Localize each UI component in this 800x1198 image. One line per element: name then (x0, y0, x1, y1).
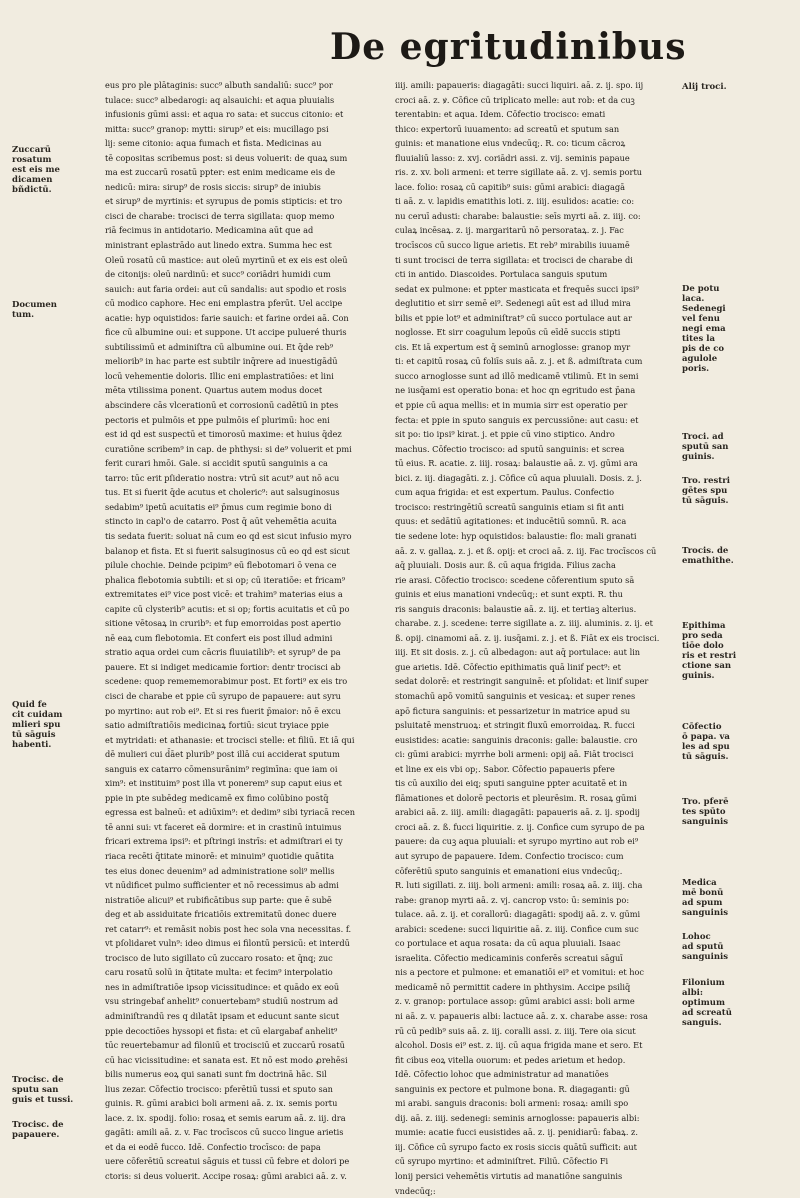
margin-note-line: tites la (682, 334, 715, 344)
margin-note-medicamen (682, 878, 792, 918)
text-line: lace. folio: rosaꝝ cū capitib⁹ suis: gūmi arabici: diagagā (395, 181, 625, 192)
margin-note-filonium (682, 978, 792, 1028)
text-line: charabe. z. j. scedene: terre sigillate a. z. iiij. aluminis. z. ij. et (395, 618, 653, 629)
text-line: riā fecimus in antidotario. Medicamina aūt que ad (105, 225, 314, 236)
margin-note-line: poris. (682, 364, 710, 374)
margin-note-confectio_pap (682, 722, 792, 762)
text-line: vndecūq;: (395, 1185, 436, 1196)
text-line: ß. opij. cinamomi aā. z. ij. iusq̄ami. z. j. et ß. Fiāt ex eis trocisci. (395, 632, 660, 643)
margin-note-line: guis et tussi. (12, 1095, 74, 1105)
right-column (395, 78, 672, 1196)
page-title: De egritudinibus (330, 26, 687, 68)
text-line: sedat dolorē: et restringit sanguinē: et pſolidat: et linif super (395, 676, 649, 687)
margin-note-line: Zuccarū (12, 145, 51, 155)
text-line: sanguinis ex pectore et pulmone bona. R. diagaganti: gū (395, 1083, 630, 1094)
text-line: sedabim⁹ ipetū acuitatis ei⁹ p̄mus cum regimie bono di (105, 501, 332, 512)
text-line: guinis. R. gūmi arabici boli armeni aā. z. ix. semis portu (105, 1098, 338, 1109)
text-line: ne iusq̄ami est operatio bona: et hoc qn egritudo est p̄ana (395, 385, 636, 396)
text-line: quus: et sedātiū agitationes: et inducētiū somnū. R. aca (395, 516, 627, 527)
text-line: ris sanguis draconis: balaustie aā. z. iij. et tertiaꝫ alterius. (395, 603, 637, 614)
text-line: fricari extrema ipsi⁹: et pſtringi instrīs: et admiſtrari ei ty (105, 836, 343, 847)
text-line: po myrtino: aut rob ei⁹. Et si res fuerit p̄maior: nō ē excu (105, 705, 341, 716)
text-line: tarro: tūc erit pſideratio nostra: vtrū sit acut⁹ aut nō acu (105, 472, 340, 483)
margin-note-line: sputū san (682, 442, 729, 452)
margin-note-line: albi: (682, 988, 704, 998)
margin-note-line: Tro. restri (682, 476, 730, 486)
text-line: gue arietis. Idē. Cōfectio epithimatis quā linif pect⁹: et (395, 661, 621, 672)
text-line: guinis et eius manationi vndecūq;: et sunt expti. R. thu (395, 589, 623, 600)
margin-note-tro_pferi (682, 797, 792, 827)
text-line: et line ex eis vbi op;. Sabor. Cōfectio papaueris pfere (395, 763, 615, 774)
margin-note-line: guinis. (682, 671, 715, 681)
margin-note-epithima (682, 621, 792, 681)
margin-note-line: sanguinis (682, 952, 729, 962)
text-line: fit cibus eoꝝ vitella ouorum: et pedes arietum et hedop. (395, 1054, 626, 1065)
margin-note-line: Sedenegi (682, 304, 726, 314)
text-line: deg et ab assiduitate fricatiōis extremitatū donec duere (105, 909, 337, 920)
margin-note-line: ad screatū (682, 1008, 732, 1018)
text-line: acatie: hyp oquistidos: farie sauich: et farine ordei aā. Con (105, 312, 349, 323)
margin-note-line: emathithe. (682, 556, 734, 566)
text-line: ministrant eplastrādo aut linedo extra. Summa hec est (105, 240, 332, 251)
text-line: aā. z. v. gallaꝝ. z. j. et ß. opij: et croci aā. z. iij. Fac trocīscos cū (395, 545, 657, 556)
margin-note-line: Trocisc. de (12, 1120, 64, 1130)
text-line: aut syrupo de papauere. Idem. Confectio trocisco: cum (395, 850, 624, 861)
text-line: cōferētiū sputo sanguinis et emanationi eius vndecūq;. (395, 865, 623, 876)
text-line: satio admiſtratiōis medicinaꝝ fortiū: sicut tryiace ppie (105, 720, 329, 731)
text-line: nistratiōe alicui⁹ et rubificātibus sup parte: que ē subē (105, 894, 332, 905)
text-line: abscindere cās vlcerationū et corrosionū cadētiū in ptes (105, 400, 339, 411)
text-line: tie sedene lote: hyp oquistidos: balaustie: flo: mali granati (395, 530, 637, 541)
text-line: trocisco: restringētiū screatū sanguinis etiam si fit anti (395, 501, 624, 512)
text-line: cū modico caphore. Hec eni emplastra pferūt. Uel accipe (105, 298, 343, 309)
margin-note-line: guinis. (682, 452, 715, 462)
text-line: pilule chochie. Deinde pcipim⁹ eū flebotomari ō vena ce (105, 560, 337, 571)
text-line: fecta: et ppie in sputo sanguis ex percussiōne: aut casu: et (395, 414, 639, 425)
text-line: cum aqua frigida: et est expertum. Paulus. Confectio (395, 487, 615, 498)
text-line: extremitates ei⁹ vice post vicē: et trahim⁹ materias eius a (105, 589, 343, 600)
margin-note-line: optimum (682, 998, 725, 1008)
margin-note-trocisci2 (12, 1120, 96, 1140)
text-line: bici. z. iij. diagagāti. z. j. Cōfice cū aqua pluuiali. Dosis. z. j. (395, 472, 642, 483)
text-line: Oleū rosatū cū mastice: aut oleū myrtinū et ex eis est oleū (105, 254, 348, 265)
text-line: tis sedata fuerit: soluat nā cum eo qd est sicut infusio myro (105, 530, 352, 541)
margin-note-line: ō papa. va (682, 732, 730, 742)
text-line: stomachū apō vomitū sanguinis et vesicaꝝ: et super renes (395, 690, 636, 701)
margin-note-line: cit cuidam (12, 710, 63, 720)
text-line: vsu stringebaf anhelit⁹ conuertebam⁹ studiū nostrum ad (105, 996, 339, 1007)
text-line: tē copositas scribemus post: si deus voluerit: de quaꝝ sum (105, 152, 348, 163)
text-line: infusionis gūmi assi: et aqua ro sata: et succus citonio: et (105, 109, 344, 120)
text-line: cisci de charabe et ppie cū syrupo de papauere: aut syru (105, 690, 341, 701)
text-line: sedat ex pulmone: et ppter masticata et frequēs succi ipsi⁹ (395, 283, 639, 294)
text-line: est id qd est suspectū et timorosū maxime: et huius q̄dez (105, 429, 342, 440)
text-line: sauich: aut faria ordei: aut cū sandalis: aut spodio et rosis (105, 283, 347, 294)
text-line: curatiōne scribem⁹ in cap. de phthysi: si de⁹ voluerit et pmi (105, 443, 352, 454)
text-line: mēta vtilissima ponent. Quartus autem modus docet (105, 385, 323, 396)
margin-note-line: tū sāguis. (682, 752, 729, 762)
margin-note-line: vel fenu (682, 314, 720, 324)
text-line: arabici: scedene: succi liquiritie aā. z. iiij. Confice cum suc (395, 923, 639, 934)
text-line: stratio aqua ordei cum cācris fluuiatilib⁹: et syrup⁹ de pa (105, 647, 341, 658)
text-line: cti in antido. Diascoides. Portulaca sanguis sputum (395, 269, 608, 280)
text-line: rie arasi. Cōfectio trocisco: scedene cōferentium sputo sā (395, 574, 635, 585)
text-line: tis cū auxilio dei eiq; sputi sanguine ppter acuitatē et in (395, 778, 628, 789)
text-line: tulace. aā. z. ij. et corallorū: diagagāti: spodij aā. z. v. gūmi (395, 909, 641, 920)
text-line: mi arabi. sanguis draconis: boli armeni: rosaꝝ: amili spo (395, 1098, 629, 1109)
margin-note-line: Lohoc (682, 932, 711, 942)
text-line: et ppie cū aqua mellis: et in mumia sirr est operatio per (395, 400, 628, 411)
text-line: tes eius donec deuenim⁹ ad administratione soli⁹ mellis (105, 865, 335, 876)
margin-note-line: negi ema (682, 324, 726, 334)
text-line: pauere: da cuꝫ aqua pluuiali: et syrupo myrtino aut rob ei⁹ (395, 836, 639, 847)
text-line: et sirup⁹ de myrtinis: et syrupus de pomis stipticis: et tro (105, 196, 343, 207)
text-line: deglutitio et sirr semē ei⁹. Sedenegi aūt est ad illud mira (395, 298, 631, 309)
text-line: ti sunt trocisci de terra sigillata: et trocisci de charabe di (395, 254, 633, 265)
text-line: de citonijs: oleū nardinū: et succ⁹ coriādri humidi cum (105, 269, 331, 280)
text-line: medicamē nō permittit cadere in phthysim. Accipe psiliq̄ (395, 981, 631, 992)
text-line: croci aā. z. ß. fucci liquiritie. z. ij. Confice cum syrupo de pa (395, 821, 645, 832)
text-line: phalica flebotomia subtili: et si op; cū iteratiōe: et fricam⁹ (105, 574, 346, 585)
margin-note-ali (682, 82, 792, 92)
text-line: cū hac vicissitudine: et sanata est. Et nō est modo ꝓrehēsi (105, 1054, 348, 1065)
margin-note-line: ctione san (682, 661, 732, 671)
text-line: trocisco de luto sigillato cū zuccaro rosato: et q̄nq; zuc (105, 952, 333, 963)
text-line: balanop et fista. Et si fuerit salsuginosus cū eo qd est sicut (105, 545, 350, 556)
text-line: nes in admiſtratiōe ipsop vicissitudince: et quādo ex eoū (105, 981, 340, 992)
margin-note-depotu (682, 284, 792, 374)
text-line: xim⁹: et instituim⁹ post illa vt ponerem⁹ sup caput eius et (105, 778, 342, 789)
text-line: co portulace et aqua rosata: da cū aqua pluuiali. Isaac (395, 938, 621, 949)
margin-note-line: Quid fe (12, 700, 47, 710)
text-line: vt nūdificet pulmo sufficienter et nō recessimus ab admi (105, 880, 339, 891)
margin-note-line: tū sāguis (12, 730, 56, 740)
text-line: iiij. amili: papaueris: diagagāti: succi liquiri. aā. z. ij. spo. iij (395, 80, 644, 90)
margin-note-troci_sputo (682, 432, 792, 462)
text-line: lonij persici vehemētis virtutis ad manatiōne sanguinis (395, 1171, 623, 1182)
text-line: R. luti sigillati. z. iiij. boli armeni: amili: rosaꝝ aā. z. iiij. cha (395, 880, 643, 891)
text-line: arabici aā. z. iiij. amili: diagagāti: papaueris aā. z. ij. spodij (395, 807, 640, 818)
text-line: lij: seme citonio: aqua fumach et fista. Medicinas au (105, 138, 322, 149)
text-line: guinis: et manatione eius vndecūq;. R. co: ticum cācroꝝ (395, 138, 626, 149)
text-line: ti: et capitū rosaꝝ cū foliīs suis aā. z. j. et ß. admiſtrata cum (395, 356, 643, 367)
margin-note-line: Cōfectio (682, 722, 722, 732)
text-line: egressa est balneū: et adiūxim⁹: et dedim⁹ sibi tyriacā recen (105, 807, 356, 818)
text-line: ctoris: si deus voluerit. Accipe rosaꝝ: gūmi arabici aā. z. v. (105, 1171, 347, 1182)
text-line: nis a pectore et pulmone: et emanatiōi ei⁹ et vomitui: et hoc (395, 967, 645, 978)
text-line: vt pſolidaret vuln⁹: ideo dimus ei filontū persicū: et interdū (105, 938, 350, 949)
margin-note-line: sanguinis (682, 908, 729, 918)
text-line: Idē. Cōfectio lohoc que administratur ad manatiōes (395, 1069, 609, 1080)
margin-note-line: bñdictū. (12, 185, 52, 195)
text-line: capite cū clysterib⁹ acutis: et si op; fortis acuitatis et cū po (105, 603, 350, 614)
text-line: sanguis ex catarro cōmensurānim⁹ regimīna: que iam oi (105, 763, 338, 774)
text-line: sitione vētosaꝝ in crurib⁹: et fup emorroidas post apertio (105, 618, 341, 629)
margin-note-line: Trocis. de (682, 546, 729, 556)
margin-note-line: les ad spu (682, 742, 730, 752)
text-line: ppie decoctiōes hyssopi et fista: et cū elargabaf anhelit⁹ (105, 1025, 338, 1036)
text-line: fluuialiū lasso: z. xvj. coriādri assi. z. vij. seminis papaue (395, 152, 630, 163)
margin-note-line: papauere. (12, 1130, 60, 1140)
margin-note-line: De potu (682, 284, 720, 294)
text-line: culaꝝ incēsaꝝ. z. ij. margaritarū nō persorataꝝ. z. j. Fac (395, 225, 624, 236)
text-line: lius zezar. Cōfectio trocisco: pferētiū tussi et sputo san (105, 1083, 333, 1094)
text-line: scedene: quop remememorabimur post. Et forti⁹ ex eis tro (105, 676, 348, 687)
margin-note-troci_ematthe (682, 546, 792, 566)
text-line: iij. Cōfice cū syrupo facto ex rosis siccis quātū sufficit: aut (395, 1141, 637, 1152)
text-line: stincto in capl'o de catarro. Post q̄ aūt vehemētia acuita (105, 516, 337, 527)
text-line: tūc reuertebamur ad filoniū et trocisciū et zuccarū rosatū (105, 1040, 345, 1051)
margin-note-line: Alij troci. (682, 82, 727, 92)
text-line: rabe: granop myrti aā. z. vj. cancrop vsto: ū: seminis po: (395, 894, 630, 905)
text-line: bilis numerus eoꝝ qui sanati sunt fm doctrinā hāc. Sil (105, 1069, 327, 1080)
margin-note-line: agulole (682, 354, 718, 364)
text-line: croci aā. z. ꝟ. Cōfice cū triplicato melle: aut rob: et da cuꝫ (395, 94, 635, 105)
text-line: tus. Et si fuerit q̄de acutus et choleric⁹: aut salsuginosus (105, 487, 340, 498)
text-line: nē eaꝝ cum flebotomia. Et confert eis post illud admini (105, 632, 333, 643)
text-line: succo arnoglosse sunt ad illō medicamē vtilimū. Et in semi (395, 370, 639, 381)
text-line: et da ei eodē fucco. Idē. Confectio trocīsco: de papa (105, 1141, 321, 1152)
text-line: terentabin: et aqua. Idem. Cōfectio trocisco: emati (395, 109, 606, 120)
text-line: mitta: succ⁹ granop: mytti: sirup⁹ et eis: mucillago psi (105, 123, 329, 134)
margin-note-line: est eis me (12, 165, 60, 175)
margin-note-line: sanguis. (682, 1018, 722, 1028)
margin-note-line: Trocisc. de (12, 1075, 64, 1085)
margin-note-line: rosatum (12, 155, 52, 165)
text-line: z. v. granop: portulace assop: gūmi arabici assi: boli arme (395, 996, 635, 1007)
text-line: israelita. Cōfectio medicaminis conferēs screatui sāguī (395, 952, 623, 963)
margin-note-line: Documen (12, 300, 57, 310)
margin-note-line: sputu san (12, 1085, 59, 1095)
text-line: machus. Cōfectio trocisco: ad sputū sanguinis: et screa (395, 443, 625, 454)
text-line: tē anni sui: vt faceret eā dormire: et in crastinū intuimus (105, 821, 342, 832)
text-line: meliorib⁹ in hac parte est subtilr inq̄rere ad inuestigādū (105, 356, 338, 367)
text-line: iiij. Et sit dosis. z. j. cū albedagon: aut aq̄ portulace: aut lin (395, 647, 641, 658)
margin-note-line: gētes spu (682, 486, 728, 496)
text-line: ris. z. xv. boli armeni: et terre sigillate aā. z. vj. semis portu (395, 167, 643, 178)
text-line: alcohol. Dosis ei⁹ est. z. iij. cū aqua frigida mane et sero. Et (395, 1040, 643, 1051)
margin-note-line: Medica (682, 878, 717, 888)
text-line: bilis et ppie lot⁹ et adminiſtrat⁹ cū succo portulace aut ar (395, 312, 632, 323)
text-line: apō fictura sanguinis: et pessarizetur in matrice apud su (395, 705, 631, 716)
text-line: eus pro ple plātaginis: succ⁹ albuth sandaliū: succ⁹ por (105, 80, 333, 90)
text-line: gagāti: amili aā. z. v. Fac trocīscos cū succo lingue arietis (105, 1127, 344, 1138)
text-line: locū vehementie doloris. Illic eni emplastratiōes: et lini (105, 370, 334, 381)
text-line: sit po: tio ipsi⁹ kirat. j. et ppie cū vino stiptico. Andro (395, 429, 615, 440)
text-line: et mytridati: et athanasie: et trocisci stelle: et filiū. Et iā qui (105, 734, 355, 745)
margin-note-line: Epithima (682, 621, 726, 631)
text-line: ppie in pte subēdeg medicamē ex fimo colūbino postq̄ (105, 792, 329, 803)
text-line: subtilissimū et adminiſtra cū albumine oui. Et q̄de reb⁹ (105, 341, 334, 352)
margin-note-line: tum. (12, 310, 35, 320)
margin-note-line: ad sputū (682, 942, 724, 952)
margin-note-line: laca. (682, 294, 705, 304)
text-line: pauere. Et si indiget medicamie fortior: dentr trocisci ab (105, 661, 341, 672)
margin-note-line: mē bonū (682, 888, 724, 898)
text-line: nedicū: mira: sirup⁹ de rosis siccis: sirup⁹ de iniubis (105, 181, 321, 192)
text-line: adminiſtrandū res q dilatāt ipsam et educunt sante sicut (105, 1011, 340, 1021)
margin-note-line: tū sāguis. (682, 496, 729, 506)
text-line: flāmationes et dolorē pectoris et pleurēsim. R. rosaꝝ gūmi (395, 792, 637, 803)
margin-note-documentum (12, 300, 96, 320)
text-line: ma est zuccarū rosatū ppter: est enim medicame eis de (105, 167, 336, 178)
margin-note-line: dicamen (12, 175, 53, 185)
text-line: lace. z. ix. spodij. folio: rosaꝝ et semis earum aā. z. iij. dra (105, 1112, 346, 1123)
text-line: riaca recēti q̄titate minorē: et minuim⁹ quotidie quātita (105, 850, 335, 861)
text-line: dij. aā. z. iiij. sedenegi: seminis arnoglosse: papaueris albi: (395, 1112, 640, 1123)
text-line: ci: gūmi arabici: myrrhe boli armeni: opij aā. Fiāt trocisci (395, 749, 634, 760)
margin-note-quid (12, 700, 96, 750)
text-line: cis. Et iā expertum est q̄ seminū arnoglosse: granop myr (395, 341, 631, 352)
margin-note-line: mlieri spu (12, 720, 61, 730)
margin-note-trocisci1 (12, 1075, 96, 1105)
margin-note-line: ad spum (682, 898, 723, 908)
margin-note-line: pro seda (682, 631, 723, 641)
margin-note-line: ris et restri (682, 651, 737, 661)
text-line: ret catarr⁹: et remāsit nobis post hec sola vna necessitas. f. (105, 923, 352, 934)
margin-note-line: sanguinis (682, 817, 729, 827)
text-line: pectoris et pulmōis et ppe pulmōis eſ plurimū: hoc eni (105, 414, 330, 425)
text-line: aq̄ pluuiali. Dosis aur. ß. cū aqua frigida. Filius zacha (395, 560, 616, 571)
text-line: tū eius. R. acatie. z. iiij. rosaꝝ: balaustie aā. z. vj. gūmi ara (395, 458, 638, 469)
margin-note-line: habenti. (12, 740, 52, 750)
text-line: cisci de charabe: trocisci de terra sigillata: quop memo (105, 210, 335, 221)
text-line: trocīscos cū succo ligue arietis. Et reb⁹ mirabilis iuuamē (395, 240, 630, 251)
text-line: fice cū albumine oui: et suppone. Ut accipe pulueré thuris (105, 327, 347, 338)
text-line: mumie: acatie fucci eusistides aā. z. ij. penidiarū: fabaꝝ. z. (395, 1127, 638, 1138)
text-line: nu ceruī adusti: charabe: balaustie: seīs myrti aā. z. iiij. co: (395, 210, 641, 221)
text-line: uere cōferētiū screatui sāguis et tussi cū febre et dolori pe (105, 1156, 350, 1167)
margin-note-zuccarum (12, 145, 96, 195)
text-line: eusistides: acatie: sanguinis draconis: galle: balaustie. cro (395, 734, 638, 745)
text-line: caru rosatū solū in q̄titate multa: et fecim⁹ interpolatio (105, 967, 333, 978)
left-column (105, 78, 383, 1188)
text-line: ti aā. z. v. lapidis ematithis loti. z. iiij. esulidos: acatie: co: (395, 196, 635, 207)
text-line: thico: expertorū iuuamento: ad screatū et sputum san (395, 123, 620, 134)
margin-note-line: pis de co (682, 344, 725, 354)
text-line: ferit curari hmōi. Gale. si accidit sputū sanguinis a ca (105, 458, 328, 469)
text-line: rū cū pedib⁹ suis aā. z. iij. coralli assi. z. iiij. Tere oia sicut (395, 1025, 636, 1036)
text-line: tulace: succ⁹ albedarogi: aq alsauichi: et aqua pluuialis (105, 94, 335, 105)
margin-note-lohoc (682, 932, 792, 962)
margin-note-line: tiōe dolo (682, 641, 724, 651)
text-line: noglosse. Et sirr coagulum lepoūs cū eīdē succis stipti (395, 327, 621, 338)
margin-note-line: Filonium (682, 978, 725, 988)
margin-note-troci_restr (682, 476, 792, 506)
margin-note-line: Troci. ad (682, 432, 724, 442)
text-line: dē mulieri cui d̄āet plurib⁹ post illā cui acciderat sputum (105, 749, 340, 760)
margin-note-line: tes spūto (682, 807, 726, 817)
margin-note-line: Tro. pferē (682, 797, 729, 807)
text-line: psluitatē menstruoꝝ: et stringit fluxū emorroidaꝝ. R. fucci (395, 720, 635, 731)
text-line: ni aā. z. v. papaueris albi: lactuce aā. z. x. charabe asse: rosa (395, 1011, 648, 1021)
text-line: cū syrupo myrtino: et adminiſtret. Filiū. Cōfectio Fi (395, 1156, 609, 1167)
